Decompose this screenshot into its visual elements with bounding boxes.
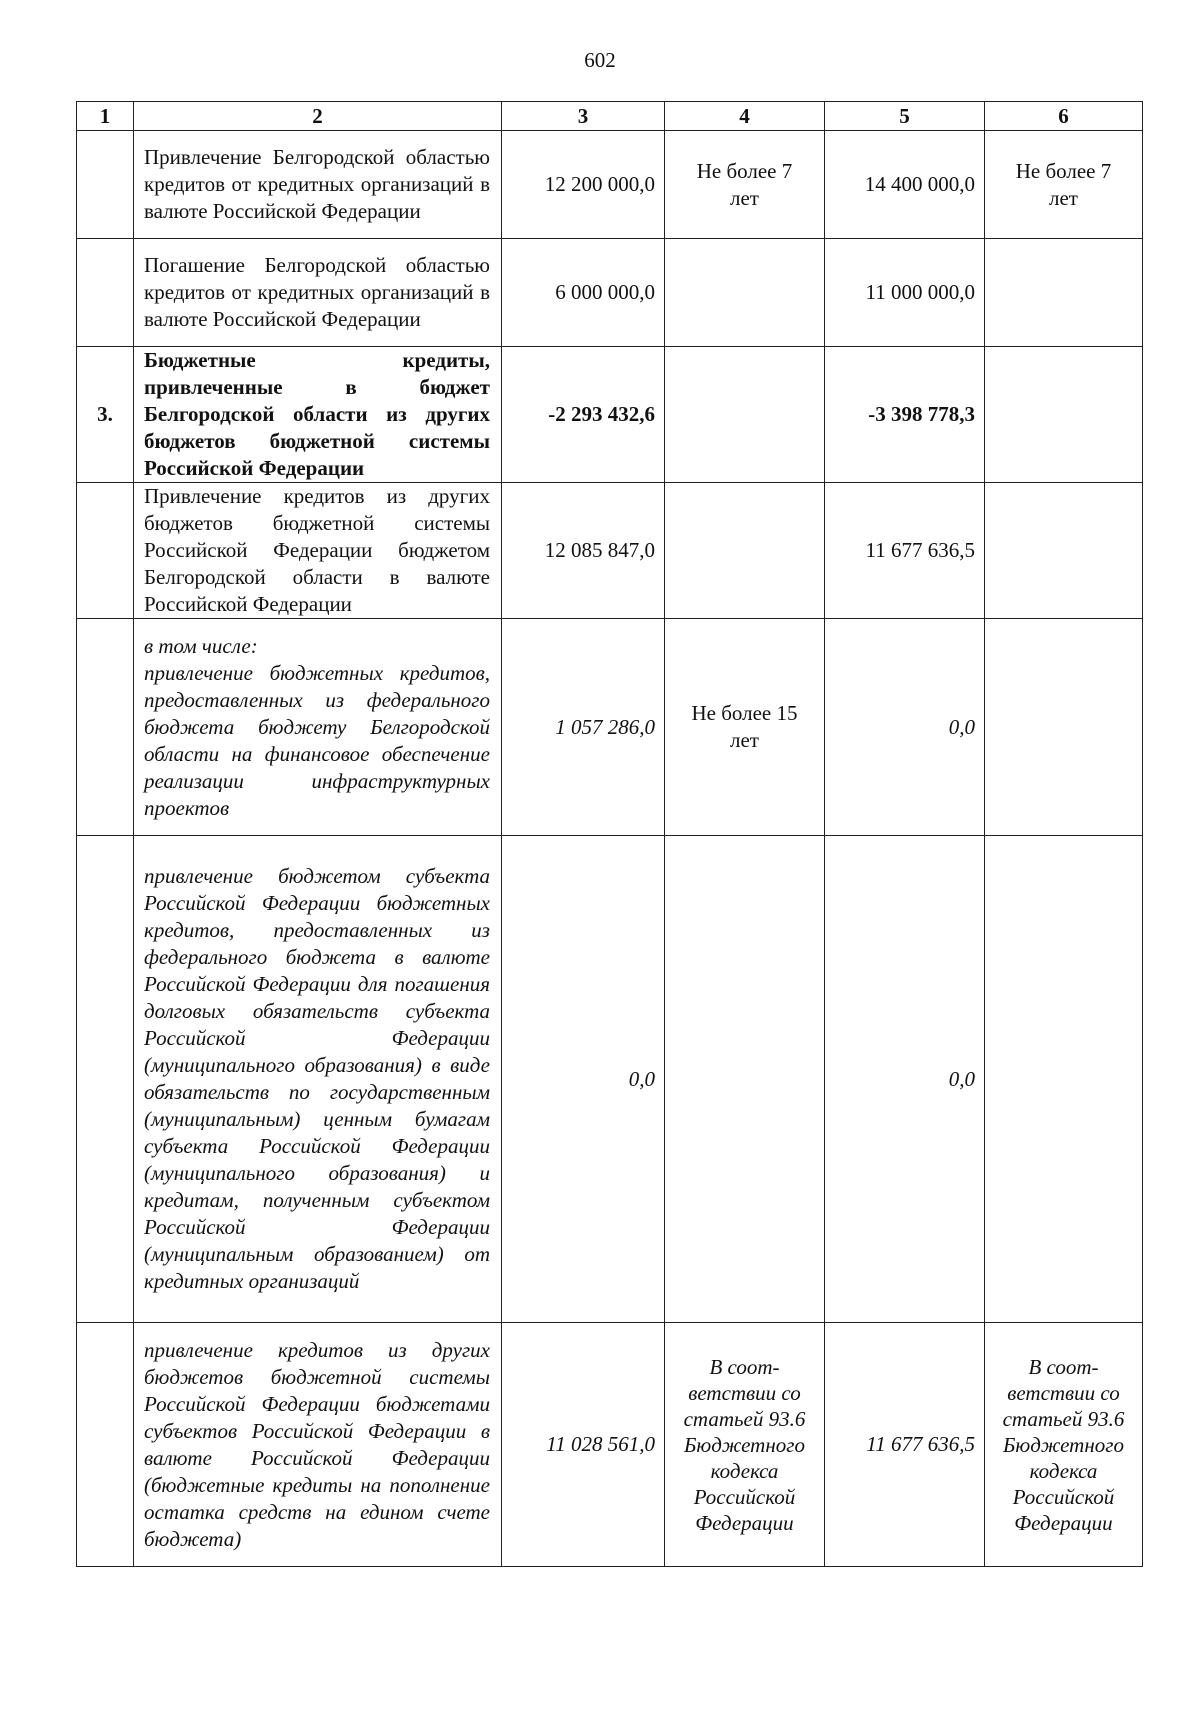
row-description: Бюджетные кредиты, привлеченные в бюджет Белгородской области из других бюджетов бюджетной системы Российской Федерации bbox=[134, 347, 502, 483]
header-col-3: 3 bbox=[502, 102, 665, 131]
row-term-col6 bbox=[985, 347, 1143, 483]
row-number bbox=[77, 1323, 134, 1567]
row-term-col4 bbox=[665, 836, 825, 1323]
header-row bbox=[77, 102, 1143, 131]
row-description bbox=[134, 619, 502, 836]
row-description-intro: в том числе: bbox=[144, 633, 258, 658]
row-term-col6 bbox=[985, 483, 1143, 619]
header-col-5: 5 bbox=[825, 102, 985, 131]
row-term-col4: Не более 7 лет bbox=[665, 131, 825, 239]
row-term-col4: Не более 15 лет bbox=[665, 619, 825, 836]
row-number bbox=[77, 836, 134, 1323]
row-description: Привлечение Белгородской областью кредитов от кредитных организаций в валюте Российской Федерации bbox=[134, 131, 502, 239]
row-value-col5: 11 000 000,0 bbox=[825, 239, 985, 347]
header-col-4: 4 bbox=[665, 102, 825, 131]
row-value-col5: 14 400 000,0 bbox=[825, 131, 985, 239]
header-col-1: 1 bbox=[77, 102, 134, 131]
page-number: 602 bbox=[584, 48, 616, 72]
row-number bbox=[77, 239, 134, 347]
row-term-col4 bbox=[665, 347, 825, 483]
row-term-col6 bbox=[985, 239, 1143, 347]
row-term-col6 bbox=[985, 619, 1143, 836]
table-row bbox=[77, 619, 1143, 836]
table-row bbox=[77, 239, 1143, 347]
row-number: 3. bbox=[77, 347, 134, 483]
row-value-col5: 0,0 bbox=[825, 619, 985, 836]
row-value-col3: 12 085 847,0 bbox=[502, 483, 665, 619]
row-value-col5: 0,0 bbox=[825, 836, 985, 1323]
row-description: Погашение Белгородской областью кредитов от кредитных организаций в валюте Российской Федерации bbox=[134, 239, 502, 347]
row-value-col5: 11 677 636,5 bbox=[825, 1323, 985, 1567]
table-row bbox=[77, 836, 1143, 1323]
table-row bbox=[77, 131, 1143, 239]
row-value-col3: -2 293 432,6 bbox=[502, 347, 665, 483]
table-row bbox=[77, 1323, 1143, 1567]
row-term-col4 bbox=[665, 239, 825, 347]
row-value-col3: 1 057 286,0 bbox=[502, 619, 665, 836]
row-number bbox=[77, 483, 134, 619]
table-row bbox=[77, 483, 1143, 619]
row-term-col4: В соот-ветствии со статьей 93.6 Бюджетного кодекса Российской Федерации bbox=[665, 1323, 825, 1567]
row-description: Привлечение кредитов из других бюджетов бюджетной системы Российской Федерации бюджетом Белгородской области в валюте Российской Федерации bbox=[134, 483, 502, 619]
row-description: привлечение кредитов из других бюджетов бюджетной системы Российской Федерации бюджетами субъектов Российской Федерации в валюте Российской Федерации (бюджетные кредиты на пополнение остатка средств на едином счете бюджета) bbox=[134, 1323, 502, 1567]
row-value-col3: 11 028 561,0 bbox=[502, 1323, 665, 1567]
sources-table bbox=[76, 101, 1143, 1567]
row-value-col3: 0,0 bbox=[502, 836, 665, 1323]
header-col-6: 6 bbox=[985, 102, 1143, 131]
header-col-2: 2 bbox=[134, 102, 502, 131]
row-number bbox=[77, 619, 134, 836]
row-value-col3: 12 200 000,0 bbox=[502, 131, 665, 239]
row-value-col5: 11 677 636,5 bbox=[825, 483, 985, 619]
row-description-text: привлечение бюджетных кредитов, предоставленных из федерального бюджета бюджету Белгородской области на финансовое обеспечение реализации инфраструктурных проектов bbox=[144, 660, 490, 820]
table-row bbox=[77, 347, 1143, 483]
row-term-col6: Не более 7 лет bbox=[985, 131, 1143, 239]
row-value-col5: -3 398 778,3 bbox=[825, 347, 985, 483]
row-term-col6: В соот-ветствии со статьей 93.6 Бюджетного кодекса Российской Федерации bbox=[985, 1323, 1143, 1567]
row-description: привлечение бюджетом субъекта Российской Федерации бюджетных кредитов, предоставленных из федерального бюджета в валюте Российской Федерации для погашения долговых обязательств субъекта Российской Федерации (муниципального образования) в виде обязательств по государственным (муниципальным) ценным бумагам субъекта Российской Федерации (муниципального образования) и кредитам, полученным субъектом Российской Федерации (муниципальным образованием) от кредитных организаций bbox=[134, 836, 502, 1323]
row-number bbox=[77, 131, 134, 239]
row-term-col4 bbox=[665, 483, 825, 619]
row-term-col6 bbox=[985, 836, 1143, 1323]
row-value-col3: 6 000 000,0 bbox=[502, 239, 665, 347]
